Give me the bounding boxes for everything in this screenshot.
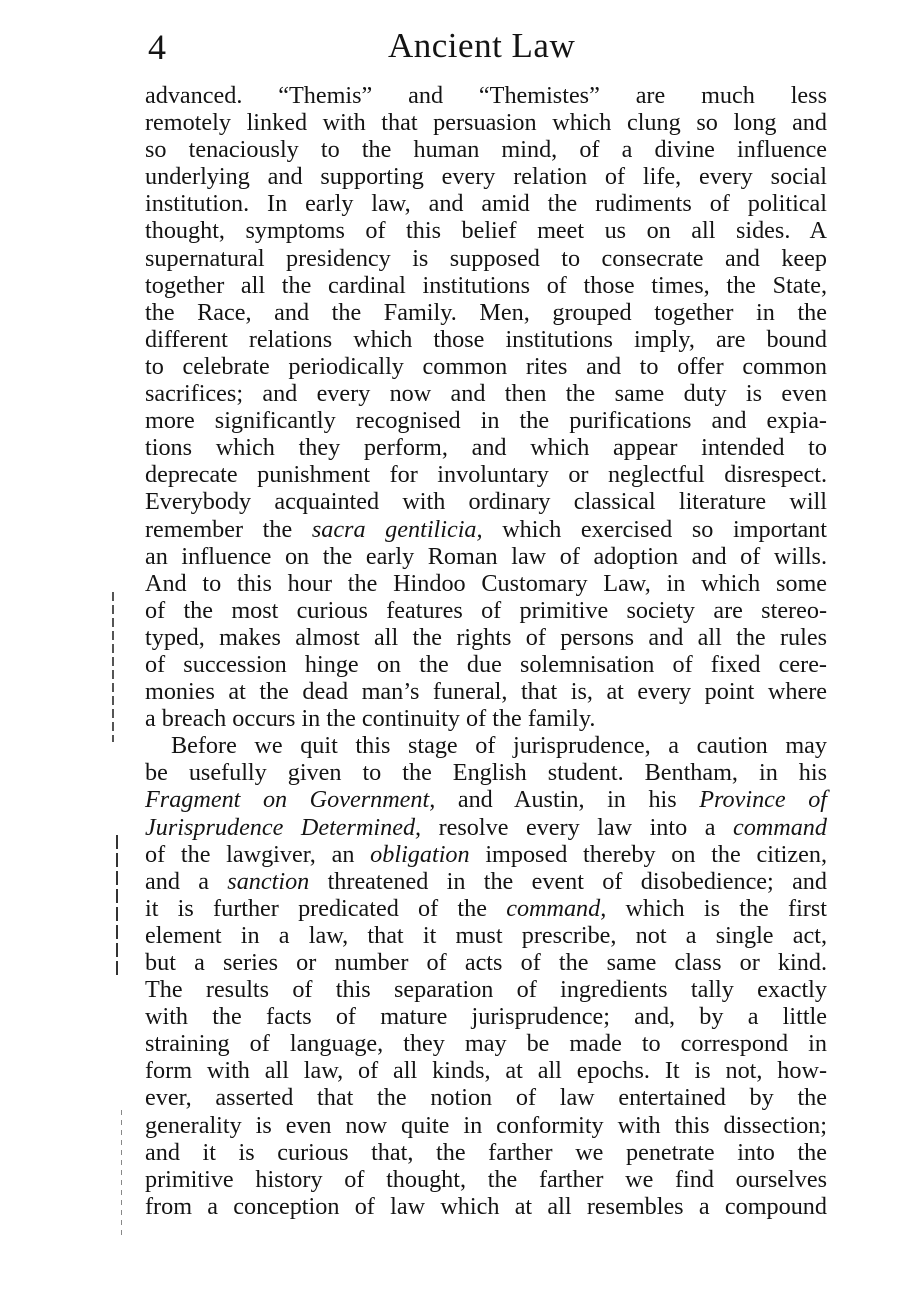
text-line: generality is even now quite in conformity with this dissection; <box>145 1111 827 1139</box>
text-line: primitive history of thought, the farther we find ourselves <box>145 1165 827 1193</box>
text-line <box>145 868 827 895</box>
text-span: imposed thereby on the citizen, <box>469 840 827 868</box>
text-line: typed, makes almost all the rights of persons and all the rules <box>145 623 827 651</box>
running-title: Ancient Law <box>388 26 576 65</box>
margin-pencil-mark <box>112 592 114 742</box>
margin-pencil-mark <box>116 835 118 975</box>
text-line: advanced. “Themis” and “Themistes” are much less <box>145 82 827 109</box>
text-line: so tenaciously to the human mind, of a divine influence <box>145 136 827 164</box>
text-line: remotely linked with that persuasion which clung so long and <box>145 109 827 137</box>
text-span: resolve every law into a <box>421 813 733 841</box>
text-line: and it is curious that, the farther we penetrate into the <box>145 1138 827 1166</box>
text-line: more significantly recognised in the purifications and expia- <box>145 407 827 435</box>
text-line: but a series or number of acts of the same class or kind. <box>145 949 827 976</box>
page-number: 4 <box>148 27 166 67</box>
text-line: be usefully given to the English student. Bentham, in his <box>145 759 827 787</box>
text-line: thought, symptoms of this belief meet us on all sides. A <box>145 217 827 245</box>
text-line: Before we quit this stage of jurisprudence, a caution may <box>171 732 827 760</box>
text-span: which exercised so important <box>482 515 827 543</box>
text-line <box>145 516 827 543</box>
text-line: with the facts of mature jurisprudence; and, by a little <box>145 1003 827 1031</box>
italic-term: sanction <box>227 867 310 895</box>
text-line: deprecate punishment for involuntary or neglectful disrespect. <box>145 461 827 489</box>
paragraph-1 <box>145 82 827 732</box>
text-line <box>145 814 827 841</box>
italic-term: obligation <box>370 840 470 868</box>
text-line: a breach occurs in the continuity of the family. <box>145 705 596 733</box>
text-line <box>145 786 827 813</box>
text-line: ever, asserted that the notion of law entertained by the <box>145 1084 827 1112</box>
italic-title: Jurisprudence Determined, <box>145 813 422 841</box>
text-line: tions which they perform, and which appear intended to <box>145 434 827 462</box>
text-span: remember the <box>145 515 312 543</box>
text-line: of succession hinge on the due solemnisation of fixed cere- <box>145 650 827 678</box>
text-line: together all the cardinal institutions of those times, the State, <box>145 271 827 299</box>
text-line: of the most curious features of primitive society are stereo- <box>145 596 827 624</box>
italic-term: sacra gentilicia, <box>311 515 483 543</box>
text-line <box>145 841 827 868</box>
body-text <box>145 82 827 1220</box>
text-span: and Austin, in his <box>435 786 700 814</box>
text-line: from a conception of law which at all resembles a compound <box>145 1192 827 1220</box>
text-line: an influence on the early Roman law of adoption and of wills. <box>145 542 827 570</box>
text-line: institution. In early law, and amid the rudiments of political <box>145 190 827 218</box>
italic-title: Province of <box>699 786 828 814</box>
margin-pencil-mark <box>121 1110 122 1240</box>
text-line <box>145 895 827 922</box>
text-line: to celebrate periodically common rites and to offer common <box>145 352 827 380</box>
italic-term: command, <box>506 894 607 922</box>
text-line: Everybody acquainted with ordinary classical literature will <box>145 488 827 516</box>
page-header <box>148 22 828 72</box>
text-line: different relations which those institutions imply, are bound <box>145 325 827 353</box>
text-span: threatened in the event of disobedience; and <box>309 867 827 895</box>
text-line: straining of language, they may be made to correspond in <box>145 1030 827 1058</box>
paragraph-2 <box>145 732 827 1220</box>
text-line: monies at the dead man’s funeral, that is, at every point where <box>145 678 827 706</box>
text-span: which is the first <box>606 894 827 922</box>
italic-term: command <box>732 813 827 841</box>
text-span: and a <box>145 867 228 895</box>
text-line: And to this hour the Hindoo Customary Law, in which some <box>145 569 827 597</box>
text-line: element in a law, that it must prescribe, not a single act, <box>145 921 827 949</box>
italic-title: Fragment on Government, <box>145 786 436 814</box>
text-line: the Race, and the Family. Men, grouped together in the <box>145 298 827 326</box>
text-span: of the lawgiver, an <box>145 840 371 868</box>
text-line: form with all law, of all kinds, at all epochs. It is not, how- <box>145 1057 827 1085</box>
text-span: it is further predicated of the <box>145 894 507 922</box>
text-line: supernatural presidency is supposed to consecrate and keep <box>145 244 827 272</box>
text-line: sacrifices; and every now and then the same duty is even <box>145 380 827 408</box>
text-line: The results of this separation of ingredients tally exactly <box>145 976 827 1004</box>
text-line: underlying and supporting every relation of life, every social <box>145 163 827 191</box>
